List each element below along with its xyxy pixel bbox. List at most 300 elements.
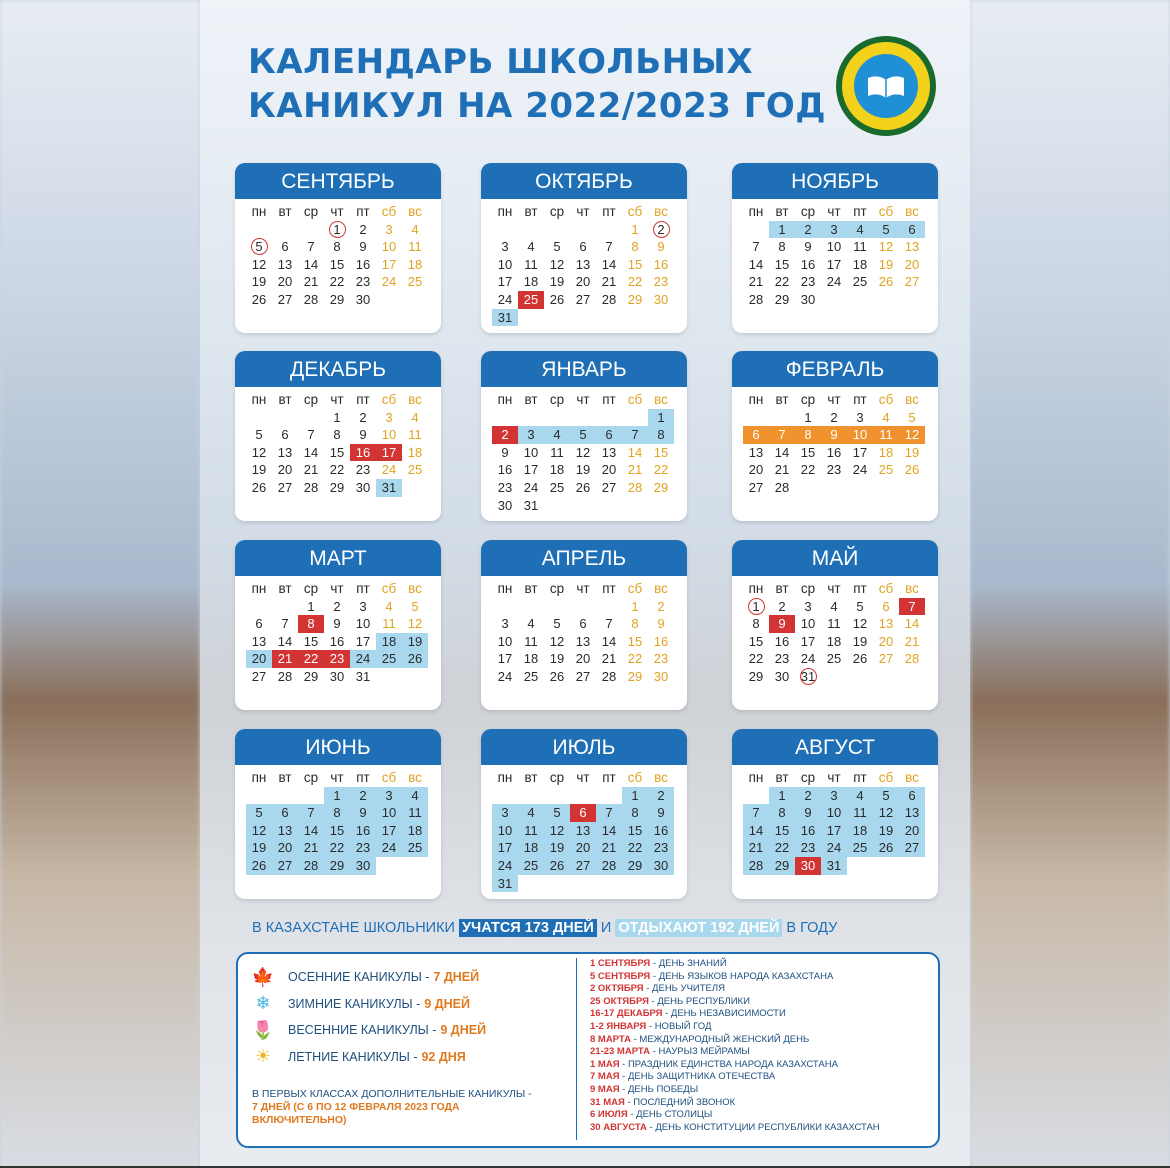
weekday-header: пн [497, 770, 513, 785]
empty-cell [622, 409, 648, 427]
weekday-header: ср [549, 581, 565, 596]
day-cell: 27 [575, 668, 591, 684]
day-cell: 7 [769, 426, 795, 444]
day-cell: 29 [303, 668, 319, 684]
day-cell: 13 [272, 822, 298, 840]
vacation-duration: 9 ДНЕЙ [424, 996, 470, 1011]
day-cell: 27 [899, 839, 925, 857]
day-cell: 9 [657, 239, 665, 255]
weekday-header: пт [853, 770, 867, 785]
day-cell: 17 [821, 822, 847, 840]
day-cell: 1 [622, 787, 648, 805]
holiday-name: - НОВЫЙ ГОД [646, 1020, 712, 1032]
day-cell: 6 [570, 804, 596, 822]
day-cell: 10 [355, 616, 371, 632]
weekday-header: вт [278, 204, 292, 219]
day-cell: 14 [774, 444, 790, 460]
day-cell: 15 [324, 822, 350, 840]
stats-suffix: В ГОДУ [786, 920, 838, 936]
open-book-icon [866, 72, 906, 100]
weekday-header: пт [853, 392, 867, 407]
day-cell: 28 [277, 668, 293, 684]
day-cell: 16 [497, 462, 513, 478]
day-cell: 26 [878, 274, 894, 290]
empty-cell [544, 409, 570, 427]
month-grid [235, 387, 441, 497]
day-cell: 6 [596, 426, 622, 444]
day-cell: 7 [622, 426, 648, 444]
weekday-header: пн [748, 581, 764, 596]
holiday-name: - ПРАЗДНИК ЕДИНСТВА НАРОДА КАЗАХСТАНА [619, 1058, 838, 1070]
day-cell: 18 [549, 462, 565, 478]
day-cell: 21 [601, 651, 617, 667]
day-cell: 6 [579, 239, 587, 255]
day-cell: 15 [329, 444, 345, 460]
day-cell: 18 [402, 822, 428, 840]
empty-cell [544, 787, 570, 805]
holiday-name: - ДЕНЬ КОНСТИТУЦИИ РЕСПУБЛИКИ КАЗАХСТАН [646, 1121, 880, 1133]
maple-leaf-icon: 🍁 [251, 966, 275, 987]
vacation-duration: 92 ДНЯ [421, 1049, 466, 1064]
month-card [235, 729, 441, 899]
weekday-header: вт [524, 204, 538, 219]
day-cell: 1 [648, 409, 674, 427]
weekday-header: пт [356, 581, 370, 596]
day-cell: 9 [795, 804, 821, 822]
month-card [481, 540, 687, 710]
day-cell: 23 [774, 651, 790, 667]
day-cell: 5 [544, 804, 570, 822]
weekday-header: сб [627, 770, 643, 785]
day-cell: 25 [549, 479, 565, 495]
empty-cell [492, 409, 518, 427]
day-cell: 5 [873, 221, 899, 239]
day-cell: 24 [381, 462, 397, 478]
day-cell: 18 [523, 274, 539, 290]
month-grid [481, 576, 687, 686]
day-cell: 31 [492, 309, 518, 327]
empty-cell [544, 598, 570, 616]
day-cell: 18 [878, 444, 894, 460]
day-cell: 14 [601, 633, 617, 649]
day-cell: 22 [800, 462, 816, 478]
day-cell: 6 [882, 598, 890, 614]
day-cell: 27 [748, 479, 764, 495]
day-cell: 22 [622, 839, 648, 857]
empty-cell [272, 409, 298, 427]
weekday-header: вс [408, 581, 422, 596]
day-cell: 24 [492, 857, 518, 875]
day-cell: 19 [575, 462, 591, 478]
weekday-header: пн [497, 204, 513, 219]
empty-cell [298, 787, 324, 805]
month-card [732, 729, 938, 899]
day-cell: 20 [277, 274, 293, 290]
holiday-item [590, 1122, 930, 1135]
day-cell: 25 [407, 462, 423, 478]
day-cell: 2 [359, 409, 367, 425]
day-cell: 22 [329, 274, 345, 290]
weekday-header: чт [576, 581, 590, 596]
weekday-header: чт [330, 581, 344, 596]
day-cell: 14 [303, 444, 319, 460]
day-cell: 16 [653, 256, 669, 272]
day-cell: 27 [575, 291, 591, 307]
month-grid [481, 765, 687, 892]
month-card [481, 351, 687, 521]
weekday-header: пт [602, 204, 616, 219]
day-cell: 20 [272, 839, 298, 857]
weekday-header: ср [800, 392, 816, 407]
day-cell: 14 [277, 633, 293, 649]
holiday-item [590, 983, 930, 996]
day-cell: 8 [622, 804, 648, 822]
day-cell: 3 [501, 239, 509, 255]
weekday-header: пт [602, 581, 616, 596]
holiday-date: 31 МАЯ [590, 1096, 625, 1108]
day-cell: 30 [355, 291, 371, 307]
day-cell: 17 [376, 822, 402, 840]
day-cell: 18 [847, 822, 873, 840]
empty-cell [518, 787, 544, 805]
day-cell: 21 [303, 274, 319, 290]
day-cell: 22 [298, 650, 324, 668]
note-text: В ПЕРВЫХ КЛАССАХ ДОПОЛНИТЕЛЬНЫЕ КАНИКУЛЫ - [252, 1088, 532, 1100]
day-cell: 17 [826, 256, 842, 272]
holiday-item [590, 1059, 930, 1072]
day-cell: 15 [627, 256, 643, 272]
day-cell: 7 [298, 804, 324, 822]
day-cell: 7 [752, 239, 760, 255]
weekday-header: ср [303, 204, 319, 219]
day-cell: 18 [518, 839, 544, 857]
day-cell: 12 [251, 256, 267, 272]
day-cell: 8 [298, 615, 324, 633]
day-cell: 15 [769, 822, 795, 840]
day-cell: 24 [852, 462, 868, 478]
month-name: ЯНВАРЬ [481, 351, 687, 387]
weekday-header: сб [878, 392, 894, 407]
day-cell: 25 [407, 274, 423, 290]
day-cell: 7 [307, 239, 315, 255]
holiday-item [590, 1109, 930, 1122]
day-cell: 14 [596, 822, 622, 840]
day-cell: 16 [350, 444, 376, 462]
weekday-header: ср [303, 770, 319, 785]
holiday-date: 1 СЕНТЯБРЯ [590, 958, 651, 969]
day-cell: 30 [774, 668, 790, 684]
day-cell: 2 [778, 598, 786, 614]
day-cell: 29 [329, 479, 345, 495]
day-cell: 28 [596, 857, 622, 875]
empty-cell [272, 221, 298, 239]
day-cell: 19 [246, 839, 272, 857]
weekday-header: пн [251, 204, 267, 219]
day-cell: 27 [251, 668, 267, 684]
weekday-header: вс [905, 392, 919, 407]
day-cell: 5 [873, 787, 899, 805]
weekday-header: вт [524, 392, 538, 407]
day-cell: 4 [385, 598, 393, 614]
day-cell: 20 [575, 274, 591, 290]
day-cell: 16 [826, 444, 842, 460]
holiday-name: - ДЕНЬ УЧИТЕЛЯ [643, 983, 725, 995]
calendar-poster [200, 0, 970, 1168]
title-line-1: КАЛЕНДАРЬ ШКОЛЬНЫХ [248, 42, 754, 82]
month-card [732, 163, 938, 333]
day-cell: 28 [601, 668, 617, 684]
weekday-header: чт [576, 770, 590, 785]
day-cell: 10 [492, 822, 518, 840]
school-days-stats [252, 920, 837, 936]
day-cell: 13 [251, 633, 267, 649]
day-cell: 20 [570, 839, 596, 857]
weekday-header: пн [251, 392, 267, 407]
weekday-header: пт [602, 392, 616, 407]
day-cell: 24 [821, 839, 847, 857]
day-cell: 13 [904, 239, 920, 255]
day-cell: 2 [648, 787, 674, 805]
day-cell: 29 [627, 668, 643, 684]
day-cell: 26 [246, 857, 272, 875]
day-cell: 10 [381, 427, 397, 443]
day-cell: 11 [873, 426, 899, 444]
day-cell: 15 [303, 633, 319, 649]
weekday-header: пн [748, 770, 764, 785]
day-cell: 14 [748, 256, 764, 272]
day-cell: 29 [774, 291, 790, 307]
day-cell: 2 [492, 426, 518, 444]
day-cell: 25 [852, 274, 868, 290]
day-cell: 4 [411, 409, 419, 425]
day-cell: 6 [272, 804, 298, 822]
note-highlight: 7 ДНЕЙ (С 6 ПО 12 ФЕВРАЛЯ 2023 ГОДА ВКЛЮЧИТЕЛЬНО) [252, 1101, 460, 1126]
day-cell: 16 [355, 256, 371, 272]
month-name: ДЕКАБРЬ [235, 351, 441, 387]
day-cell: 15 [653, 444, 669, 460]
day-cell: 29 [324, 857, 350, 875]
day-cell: 9 [350, 804, 376, 822]
empty-cell [298, 409, 324, 427]
circled-day: 31 [800, 668, 816, 684]
day-cell: 22 [653, 462, 669, 478]
circled-day: 1 [329, 221, 346, 238]
month-grid [732, 387, 938, 497]
holiday-date: 25 ОКТЯБРЯ [590, 995, 649, 1007]
day-cell: 25 [878, 462, 894, 478]
weekday-header: пн [497, 392, 513, 407]
vacation-label: ОСЕННИЕ КАНИКУЛЫ - [288, 970, 430, 985]
empty-cell [570, 221, 596, 239]
day-cell: 6 [899, 787, 925, 805]
circled-day: 1 [748, 598, 765, 615]
holiday-item [590, 1097, 930, 1110]
weekday-header: чт [330, 392, 344, 407]
day-cell: 17 [381, 256, 397, 272]
weekday-header: вс [905, 581, 919, 596]
day-cell: 12 [549, 256, 565, 272]
day-cell: 18 [523, 651, 539, 667]
day-cell: 2 [795, 221, 821, 239]
day-cell: 24 [826, 274, 842, 290]
holiday-name: - ПОСЛЕДНИЙ ЗВОНОК [624, 1096, 736, 1108]
month-name: АВГУСТ [732, 729, 938, 765]
day-cell: 1 [769, 787, 795, 805]
holiday-date: 1-2 ЯНВАРЯ [590, 1020, 647, 1032]
stats-prefix: В КАЗАХСТАНЕ ШКОЛЬНИКИ [252, 920, 455, 936]
day-cell: 22 [748, 651, 764, 667]
day-cell: 28 [743, 857, 769, 875]
empty-cell [492, 787, 518, 805]
month-card [481, 163, 687, 333]
weekday-header: пт [356, 204, 370, 219]
month-grid [235, 199, 441, 309]
empty-cell [544, 221, 570, 239]
day-cell: 11 [408, 427, 422, 443]
day-cell: 4 [544, 426, 570, 444]
day-cell: 17 [523, 462, 539, 478]
day-cell: 27 [277, 291, 293, 307]
day-cell: 16 [648, 822, 674, 840]
day-cell: 11 [847, 804, 873, 822]
holiday-date: 16-17 ДЕКАБРЯ [590, 1008, 663, 1020]
day-cell: 14 [298, 822, 324, 840]
stats-and: И [600, 920, 612, 936]
day-cell: 12 [251, 444, 267, 460]
day-cell: 23 [355, 462, 371, 478]
day-cell: 8 [778, 239, 786, 255]
holiday-date: 9 МАЯ [590, 1083, 620, 1095]
circled-day: 2 [653, 221, 670, 238]
day-cell: 8 [324, 804, 350, 822]
day-cell: 23 [497, 479, 513, 495]
weekday-header: пт [602, 770, 616, 785]
ministry-seal-icon [836, 36, 936, 136]
vacation-label: ЛЕТНИЕ КАНИКУЛЫ - [288, 1049, 418, 1064]
day-cell: 26 [402, 650, 428, 668]
day-cell: 5 [246, 804, 272, 822]
day-cell: 26 [575, 479, 591, 495]
day-cell: 24 [497, 291, 513, 307]
weekday-header: ср [549, 204, 565, 219]
day-cell: 1 [631, 221, 639, 237]
weekday-header: чт [827, 581, 841, 596]
day-cell: 25 [847, 839, 873, 857]
day-cell: 12 [852, 616, 868, 632]
empty-cell [596, 598, 622, 616]
day-cell: 27 [601, 479, 617, 495]
day-cell: 7 [596, 804, 622, 822]
day-cell: 2 [359, 221, 367, 237]
month-grid [481, 199, 687, 326]
day-cell: 5 [255, 427, 263, 443]
legend-divider [576, 958, 577, 1140]
day-cell: 30 [795, 857, 821, 875]
empty-cell [743, 409, 769, 427]
day-cell: 8 [769, 804, 795, 822]
day-cell: 27 [272, 857, 298, 875]
day-cell: 6 [743, 426, 769, 444]
day-cell: 1 [631, 598, 639, 614]
page-title [248, 40, 848, 128]
empty-cell [743, 221, 769, 239]
month-grid [481, 387, 687, 514]
day-cell: 10 [376, 804, 402, 822]
day-cell: 22 [324, 839, 350, 857]
day-cell: 13 [748, 444, 764, 460]
day-cell: 29 [769, 857, 795, 875]
weekday-header: вт [278, 392, 292, 407]
day-cell: 30 [497, 497, 513, 513]
first-grade-note [252, 1088, 532, 1127]
empty-cell [272, 598, 298, 616]
day-cell: 17 [800, 633, 816, 649]
day-cell: 28 [774, 479, 790, 495]
day-cell: 3 [376, 787, 402, 805]
day-cell: 9 [769, 615, 795, 633]
day-cell: 21 [627, 462, 643, 478]
day-cell: 6 [281, 427, 289, 443]
weekday-header: пн [251, 581, 267, 596]
vacation-duration: 9 ДНЕЙ [440, 1023, 487, 1038]
day-cell: 9 [501, 444, 509, 460]
day-cell: 6 [281, 239, 289, 255]
weekday-header: ср [549, 392, 565, 407]
day-cell: 30 [800, 291, 816, 307]
holiday-date: 21-23 МАРТА [590, 1046, 650, 1058]
vacation-list [252, 964, 572, 1070]
day-cell: 8 [795, 426, 821, 444]
day-cell: 24 [350, 650, 376, 668]
day-cell: 26 [904, 462, 920, 478]
holiday-item [590, 1046, 930, 1059]
day-cell: 21 [601, 274, 617, 290]
day-cell: 4 [847, 221, 873, 239]
holiday-date: 8 МАРТА [590, 1033, 631, 1045]
holiday-item [590, 1071, 930, 1084]
month-grid [732, 199, 938, 309]
day-cell: 19 [544, 839, 570, 857]
month-name: МАЙ [732, 540, 938, 576]
day-cell: 19 [878, 256, 894, 272]
day-cell: 11 [827, 616, 841, 632]
weekday-header: пн [748, 392, 764, 407]
weekday-header: чт [330, 204, 344, 219]
day-cell: 7 [307, 427, 315, 443]
holiday-date: 30 АВГУСТА [590, 1121, 647, 1133]
weekday-header: вс [408, 392, 422, 407]
day-cell: 15 [748, 633, 764, 649]
day-cell: 8 [333, 427, 341, 443]
weekday-header: вт [524, 770, 538, 785]
vacation-item [252, 1044, 572, 1071]
day-cell: 11 [524, 633, 538, 649]
day-cell: 4 [847, 787, 873, 805]
day-cell: 19 [904, 444, 920, 460]
day-cell: 4 [882, 409, 890, 425]
day-cell: 23 [648, 839, 674, 857]
month-name: ИЮНЬ [235, 729, 441, 765]
day-cell: 16 [329, 633, 345, 649]
day-cell: 16 [653, 633, 669, 649]
empty-cell [743, 787, 769, 805]
day-cell: 3 [518, 426, 544, 444]
day-cell: 5 [856, 598, 864, 614]
title-line-2: КАНИКУЛ НА 2022/2023 ГОД [248, 86, 827, 126]
day-cell [324, 221, 350, 239]
day-cell: 20 [899, 822, 925, 840]
empty-cell [492, 221, 518, 239]
